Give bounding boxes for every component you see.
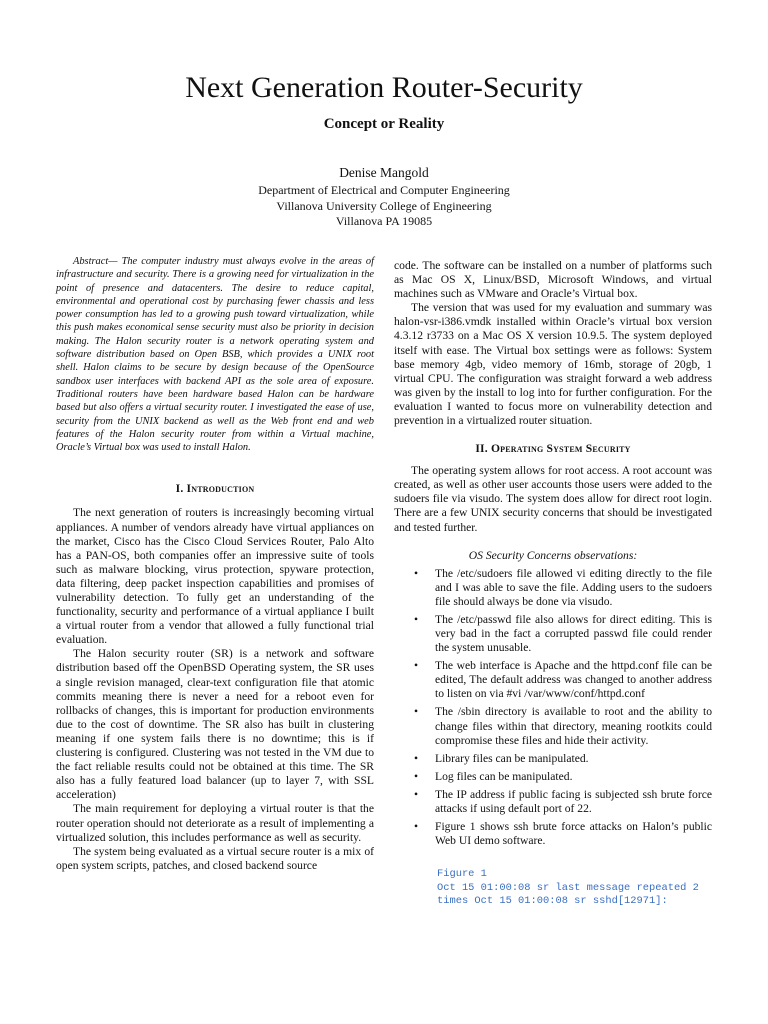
abstract-label: Abstract: [73, 256, 109, 267]
bullet-icon: •: [414, 612, 419, 626]
bullet-icon: •: [414, 787, 419, 801]
affiliation-line: Department of Electrical and Computer Engineering: [258, 183, 510, 197]
section-heading-introduction: I. Introduction: [175, 482, 255, 496]
figure-log-line: Oct 15 01:00:08 sr last message repeated 2: [437, 881, 699, 894]
right-column: [394, 259, 712, 909]
bullet-icon: •: [414, 769, 419, 783]
list-item: [394, 820, 712, 848]
section-heading-os-security: II. Operating System Security: [475, 442, 631, 456]
abstract: [56, 255, 374, 454]
list-item-text: Figure 1 shows ssh brute force attacks on Halon’s public Web UI demo software.: [435, 820, 712, 848]
list-item: [394, 705, 712, 747]
os-concerns-list: [394, 567, 712, 849]
list-item-text: Library files can be manipulated.: [435, 751, 589, 765]
list-item-text: The /etc/passwd file also allows for direct editing. This is very bad in the fact a corrupted passwd file could render the system unusable.: [435, 612, 712, 655]
list-item: [394, 752, 712, 766]
paper-subtitle: Concept or Reality: [323, 116, 445, 132]
list-item: [394, 788, 712, 816]
affiliation-line: Villanova University College of Engineering: [276, 198, 492, 213]
bullet-icon: •: [414, 705, 419, 719]
bullet-icon: •: [414, 566, 419, 580]
os-security-paragraph: The operating system allows for root access. A root account was created, as well as other user accounts those users were added to the sudoers file via visudo. The system does allow for direct root login. There are a few UNIX security concerns that should be investigated and tested further.: [394, 464, 712, 534]
intro-paragraph: The main requirement for deploying a virtual router is that the router operation should not deteriorate as a result of implementing a virtualized solution, this includes performance as well as security.: [56, 802, 374, 844]
bullet-icon: •: [414, 659, 419, 673]
os-concerns-subheading: OS Security Concerns observations:: [468, 548, 638, 562]
list-item-text: Log files can be manipulated.: [435, 769, 573, 783]
continuation-paragraph: code. The software can be installed on a number of platforms such as Mac OS X, Linux/BSD, Microsoft Windows, and virtual machines such as VMware and Oracle’s Virtual box.: [394, 259, 712, 301]
author-affiliation: [0, 183, 768, 230]
list-item-text: The /sbin directory is available to root and the ability to change files within that directory, meaning rootkits could compromise these files and hide their activity.: [435, 705, 712, 747]
figure-1-log: [437, 868, 712, 909]
bullet-icon: •: [414, 751, 419, 765]
abstract-text: — The computer industry must always evolve in the areas of infrastructure and security. There is a growing need for virtualization in the point of presence and datacenters. The desire to reduce capital, environmental and operational cost by purchasing fewer chassis and less power consumption has led to a growing push toward virtualization, while this push makes economical sense security must also be priority in decision making. The Halon security router is a network operating system and software distribution based on Open BSB, which provides a UNIX root shell. Halon claims to be secure by design because of the OpenSource sandbox user interfaces with backend API as the sole area of exposure. Traditional routers have been hardware based Halon can be hardware based but also offers a virtual security router. I investigated the ease of use, security from the UNIX backend as well as the Web front end and web features of the Halon security router from within a Virtual machine, Oracle’s Virtual box was used to install Halon.: [56, 256, 374, 454]
figure-log-line: times Oct 15 01:00:08 sr sshd[12971]:: [437, 895, 668, 908]
list-item-text: The /etc/sudoers file allowed vi editing directly to the file and I was able to save the file. Adding users to the sudoers file should always be done via visudo.: [435, 566, 712, 608]
left-column: [56, 255, 374, 873]
list-item: [394, 659, 712, 701]
list-item: [394, 770, 712, 784]
intro-paragraph: The Halon security router (SR) is a network and software distribution based off the OpenBSD Operating system, the SR uses a single revision managed, clear-text configuration file that atomic commits meaning there is never a need for a reboot even for rollbacks of changes, this is important for production environments due to the cost of downtime. The SR also has built in clustering meaning if one system fails there is no downtime; this is if clustering is configured. Clustering was not tested in the VM due to the fact reliable results could not be obtained at this time. The SR also has a fully featured load balancer (up to layer 7, with SSL acceleration): [56, 647, 374, 802]
intro-paragraph: The system being evaluated as a virtual secure router is a mix of open system scripts, patches, and closed backend source: [56, 844, 374, 872]
list-item: [394, 613, 712, 655]
author-name: Denise Mangold: [339, 165, 429, 180]
figure-caption: Figure 1: [437, 868, 487, 881]
evaluation-paragraph: The version that was used for my evaluation and summary was halon-vsr-i386.vmdk installed within Oracle’s virtual box version 4.3.12 r3733 on a Mac OS X version 10.9.5. The system deployed itself with ease. The Virtual box settings were as follows: System base memory 4gb, video memory of 16mb, storage of 20gb, 1 virtual CPU. The configuration was straight forward a web address was given by the install to log into for further configuration. For the evaluation I wanted to focus more on vulnerability detection and prevention in a virtualized router situation.: [394, 301, 712, 428]
list-item: [394, 567, 712, 609]
list-item-text: The IP address if public facing is subjected ssh brute force attacks if using default port of 22.: [435, 787, 712, 815]
bullet-icon: •: [414, 820, 419, 834]
affiliation-line: Villanova PA 19085: [335, 214, 433, 228]
intro-paragraph: The next generation of routers is increasingly becoming virtual appliances. A number of vendors already have virtual appliances on the market, Cisco has the Cisco Cloud Services Router, Palo Alto has a PAN-OS, both companies offer an impressive suite of tools such as malware blocking, virus protection, spyware protection, data filtering, deep packet inspection capabilities and promises of vulnerability detection. To fully get an understanding of the functionality, security and performance of a virtual appliance I built a virtual router from a vendor that allowed a fully functional trial evaluation.: [56, 506, 374, 647]
paper-title: Next Generation Router-Security: [185, 71, 583, 104]
list-item-text: The web interface is Apache and the httpd.conf file can be edited, The default address was changed to another address to listen on via #vi /var/www/conf/httpd.conf: [435, 659, 712, 701]
